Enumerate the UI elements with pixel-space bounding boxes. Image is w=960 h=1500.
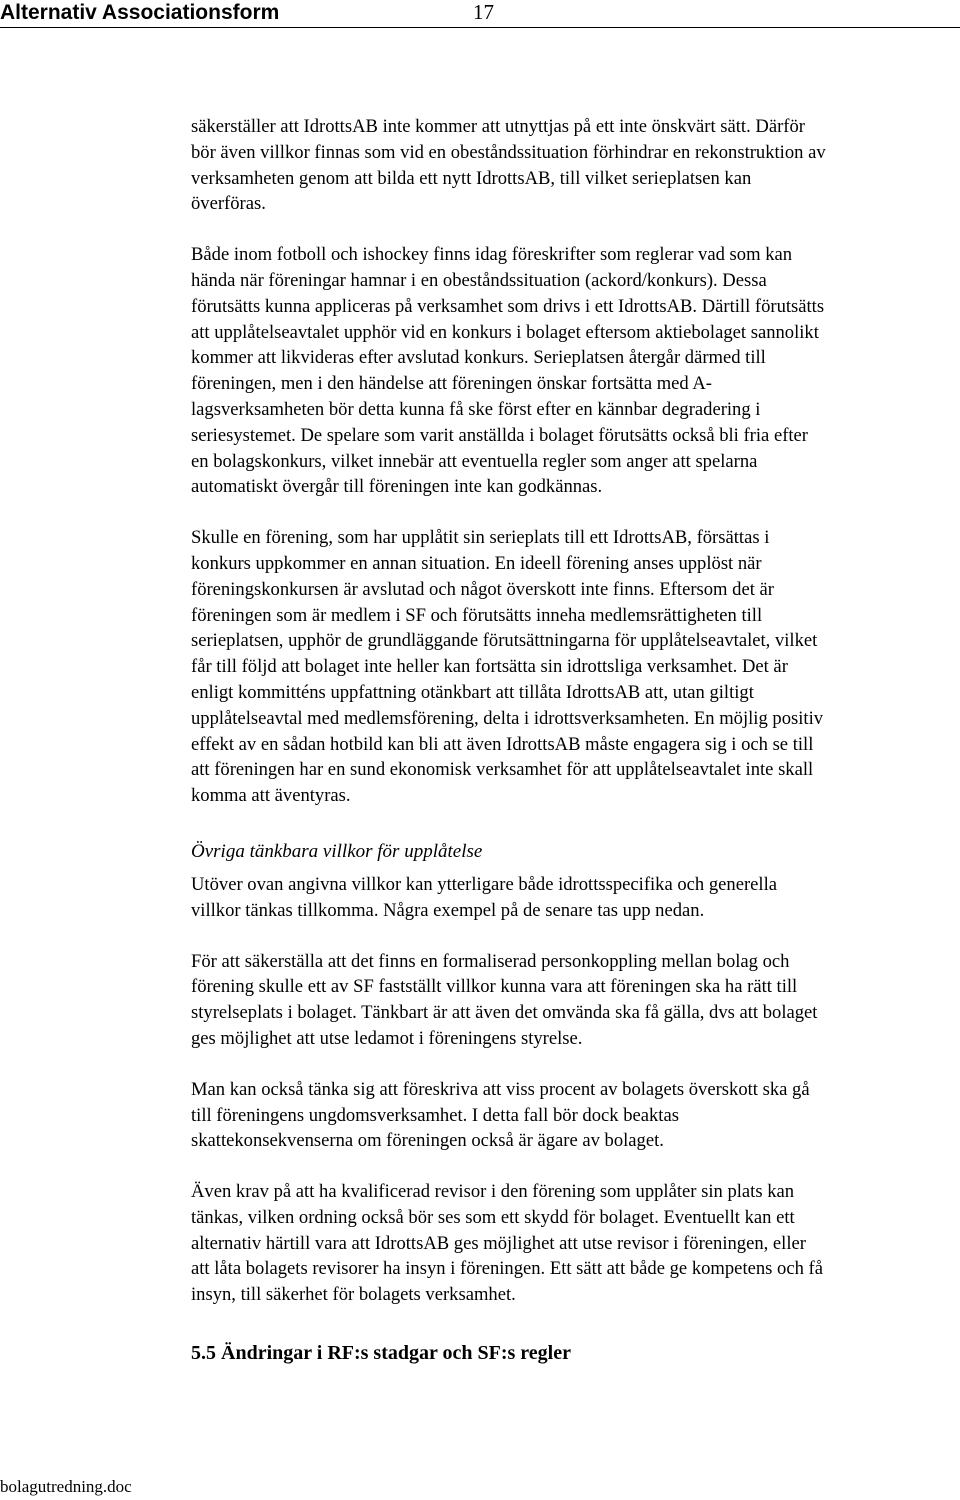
footer-filename: bolagutredning.doc xyxy=(0,1477,132,1496)
paragraph: Utöver ovan angivna villkor kan ytterligare både idrottsspecifika och generella villkor tänkas tillkomma. Några exempel på de senare tas upp nedan. xyxy=(191,873,778,921)
paragraph: Man kan också tänka sig att föreskriva att viss procent av bolagets överskott ska gå till föreningens ungdomsverksamhet. I detta fall bör dock beaktas skattekonsekvenserna om föreningen också är ägare av bolaget. xyxy=(191,1078,810,1152)
paragraph: Både inom fotboll och ishockey finns idag föreskrifter som reglerar vad som kan hända när föreningar hamnar i en obeståndssituation (ackord/konkurs). Dessa förutsätts kunna appliceras på verksamhet som drivs i ett IdrottsAB. Därtill förutsätts att upplåtelseavtalet upphör vid en konkurs i bolaget eftersom aktiebolaget sannolikt kommer att likvideras efter avslutad konkurs. Serieplatsen återgår därmed till föreningen, men i den händelse att föreningen önskar fortsätta med A- lagsverksamheten bör detta kunna få ske först efter en kännbar degradering i seriesystemet. De spelare som varit anställda i bolaget förutsätts också bli fria efter en bolagskonkurs, vilket innebär att eventuella regler som anger att spelarna automatiskt övergår till föreningen inte kan godkännas. xyxy=(191,244,825,498)
paragraph: säkerställer att IdrottsAB inte kommer att utnyttjas på ett inte önskvärt sätt. Därför bör även villkor finnas som vid en obeståndssituation förhindrar en rekonstruktion av verksamheten genom att bilda ett nytt IdrottsAB, till vilket serieplatsen kan överföras. xyxy=(191,116,826,215)
page-number: 17 xyxy=(473,0,494,24)
subheading: Övriga tänkbara villkor för upplåtelse xyxy=(191,840,483,862)
document-title: Alternativ Associationsform xyxy=(0,1,280,24)
paragraph: Även krav på att ha kvalificerad revisor i den förening som upplåter sin plats kan tänkas, vilken ordning också bör ses som ett skydd för bolaget. Eventuellt kan ett alternativ härtill vara att IdrottsAB ges möjlighet att utse revisor i föreningen, eller att låta bolagets revisorer ha insyn i föreningen. Ett sätt att både ge kompetens och få insyn, till säkerhet för bolagets verksamhet. xyxy=(191,1181,823,1306)
paragraph: Skulle en förening, som har upplåtit sin serieplats till ett IdrottsAB, försättas i konkurs uppkommer en annan situation. En ideell förening anses upplöst när föreningskonkursen är avslutad och något överskott inte finns. Eftersom det är föreningen som är medlem i SF och förutsätts inneha medlemsrättigheten till serieplatsen, upphör de grundläggande förutsättningarna för upplåtelseavtalet, vilket får till följd att bolaget inte heller kan fortsätta sin idrottsliga verksamhet. Det är enligt kommitténs uppfattning otänkbart att tillåta IdrottsAB att, utan giltigt upplåtelseavtal med medlemsförening, delta i idrottsverksamheten. En möjlig positiv effekt av en sådan hotbild kan bli att även IdrottsAB måste engagera sig i och se till att föreningen har en sund ekonomisk verksamhet för att upplåtelseavtalet inte skall komma att äventyras. xyxy=(191,527,824,807)
section-heading: 5.5 Ändringar i RF:s stadgar och SF:s regler xyxy=(191,1342,571,1365)
paragraph: För att säkerställa att det finns en formaliserad personkoppling mellan bolag och förening skulle ett av SF fastställt villkor kunna vara att föreningen ska ha rätt till styrelseplats i bolaget. Tänkbart är att även det omvända ska få gälla, dvs att bolaget ges möjlighet att utse ledamot i föreningens styrelse. xyxy=(191,950,818,1049)
document-body xyxy=(191,114,959,1366)
page-header xyxy=(0,0,960,28)
